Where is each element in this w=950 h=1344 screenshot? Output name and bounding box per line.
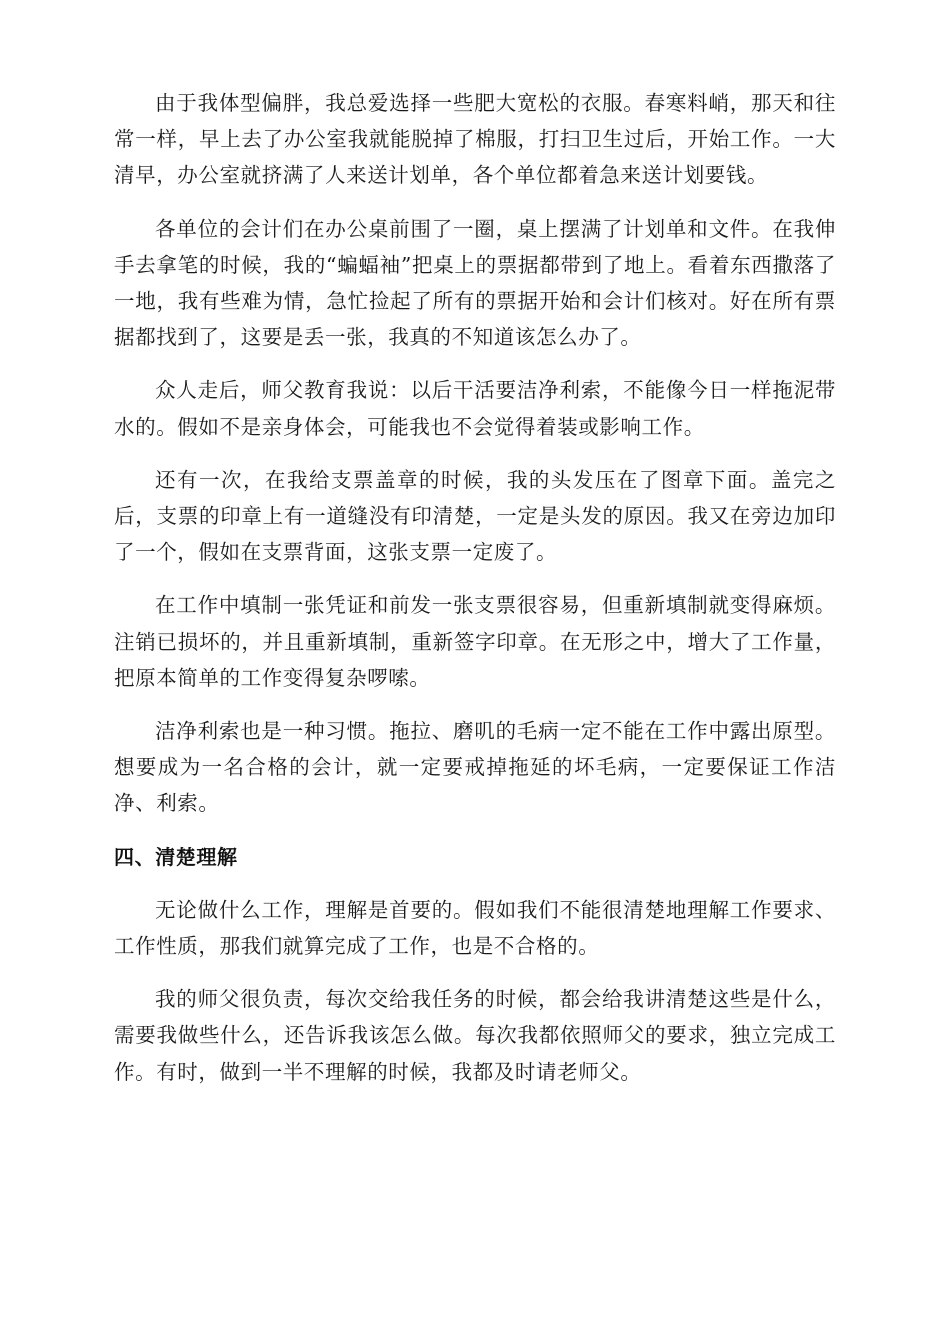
paragraph-refill-voucher: 在工作中填制一张凭证和前发一张支票很容易，但重新填制就变得麻烦。注销已损坏的，并且重新填制，重新签字印章。在无形之中，增大了工作量，把原本简单的工作变得复杂啰嗦。 xyxy=(114,593,836,690)
paragraph-master-advice: 众人走后，师父教育我说：以后干活要洁净利索，不能像今日一样拖泥带水的。假如不是亲身体会，可能我也不会觉得着装或影响工作。 xyxy=(114,378,836,439)
paragraph-tidy-habit: 洁净利索也是一种习惯。拖拉、磨叽的毛病一定不能在工作中露出原型。想要成为一名合格的会计，就一定要戒掉拖延的坏毛病，一定要保证工作洁净、利索。 xyxy=(114,719,836,816)
section-heading: 四、清楚理解 xyxy=(114,844,238,869)
paragraph-understanding: 无论做什么工作，理解是首要的。假如我们不能很清楚地理解工作要求、工作性质，那我们就算完成了工作，也是不合格的。 xyxy=(114,897,836,959)
paragraph-cheque-stamp: 还有一次，在我给支票盖章的时候，我的头发压在了图章下面。盖完之后，支票的印章上有一道缝没有印清楚，一定是头发的原因。我又在旁边加印了一个，假如在支票背面，这张支票一定废了。 xyxy=(114,467,836,565)
document-body xyxy=(114,85,836,1107)
paragraph-loose-clothes: 由于我体型偏胖，我总爱选择一些肥大宽松的衣服。春寒料峭，那天和往常一样，早上去了办公室我就能脱掉了棉服，打扫卫生过后，开始工作。一大清早，办公室就挤满了人来送计划单，各个单位都着急来送计划要钱。 xyxy=(114,91,836,188)
paragraph-bat-sleeves: 各单位的会计们在办公桌前围了一圈，桌上摆满了计划单和文件。在我伸手去拿笔的时候，我的“蝙蝠袖”把桌上的票据都带到了地上。看着东西撒落了一地，我有些难为情，急忙捡起了所有的票据开始和会计们核对。好在所有票据都找到了，这要是丢一张，我真的不知道该怎么办了。 xyxy=(114,216,836,350)
paragraph-responsible-master: 我的师父很负责，每次交给我任务的时候，都会给我讲清楚这些是什么，需要我做些什么，还告诉我该怎么做。每次我都依照师父的要求，独立完成工作。有时，做到一半不理解的时候，我都及时请老师父。 xyxy=(114,987,836,1084)
